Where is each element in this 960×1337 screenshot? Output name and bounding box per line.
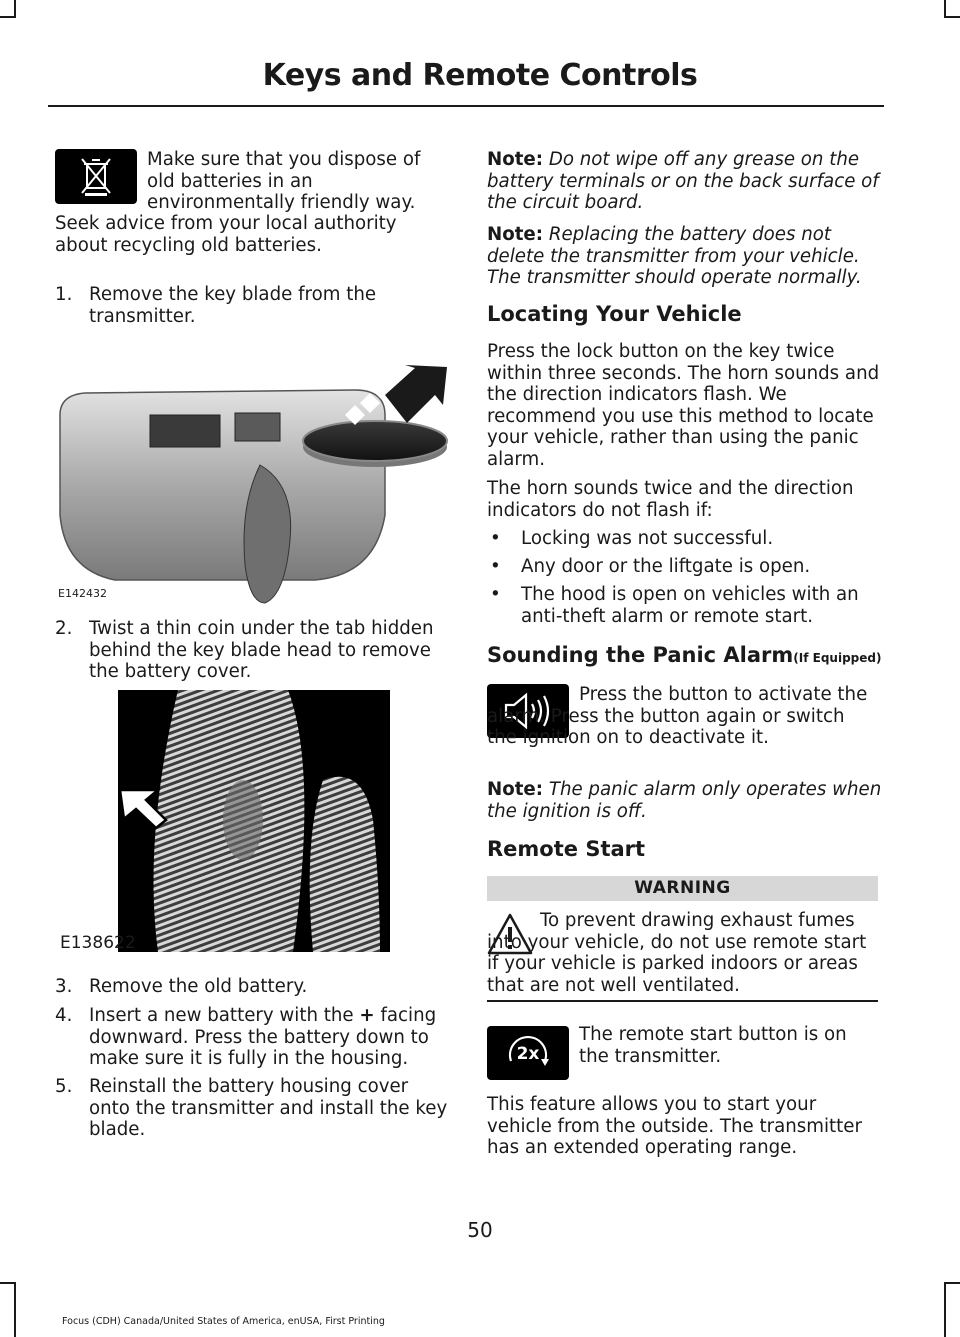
locating-text: Press the lock button on the key twice within three seconds. The horn sounds and the direction indicators flash. We recommend you use this method to locate your vehicle, rather than using the panic alarm. [487,341,880,470]
bullet-marker: • [490,528,501,549]
step-5-text: Reinstall the battery housing cover onto the transmitter and install the key blade. [89,1076,448,1140]
note-grease: Note: Do not wipe off any grease on the battery terminals or on the back surface of the circuit board. [487,149,879,213]
crop-mark [944,1282,946,1337]
remote-start-heading: Remote Start [487,837,646,861]
page-title: Keys and Remote Controls [262,58,698,93]
step-number: 3. [55,976,73,997]
warning-rule [487,1000,878,1002]
edition-footer: Focus (CDH) Canada/United States of America, enUSA, First Printing [62,1316,385,1327]
crop-mark [0,1282,16,1284]
arrow-icon [118,785,168,834]
image-caption: E142432 [58,587,107,600]
step-4-text: Insert a new battery with the + facing downward. Press the battery down to make sure it is fully in the housing. [89,1005,437,1069]
step-1-text: Remove the key blade from the transmitter. [89,284,377,327]
step-number: 5. [55,1076,73,1097]
image-caption: E138622 [60,933,136,953]
bullet-item: Locking was not successful. [521,528,774,549]
warning-text: To prevent drawing exhaust fumes into your vehicle, do not use remote start if your vehicle is parked indoors or areas that are not well ventilated. [487,910,867,996]
bullet-item: The hood is open on vehicles with an anti-theft alarm or remote start. [521,584,859,627]
step-3-text: Remove the old battery. [89,976,308,997]
remote-button-text: The remote start button is on the transmitter. [579,1024,847,1067]
crop-mark [14,1282,16,1337]
bullet-marker: • [490,584,501,605]
bullet-item: Any door or the liftgate is open. [521,556,811,577]
title-rule [48,105,884,107]
bullet-marker: • [490,556,501,577]
key-fob-illustration [55,365,450,605]
warning-banner: WARNING [487,876,878,901]
remote-start-2x-icon [487,1026,569,1080]
locating-condition-text: The horn sounds twice and the direction indicators do not flash if: [487,478,854,521]
remote-icon-label: 2x [516,1044,540,1064]
note-panic: Note: The panic alarm only operates when the ignition is off. [487,779,882,822]
crop-mark [0,16,16,18]
step-number: 4. [55,1005,73,1026]
recycle-advice-text: Seek advice from your local authority about recycling old batteries. [55,213,397,256]
step-number: 1. [55,284,73,305]
page-number: 50 [467,1218,493,1242]
crop-mark [944,1282,960,1284]
feature-text: This feature allows you to start your vehicle from the outside. The transmitter has an extended operating range. [487,1094,862,1158]
panic-heading: Sounding the Panic Alarm(If Equipped) [487,643,882,667]
locating-heading: Locating Your Vehicle [487,302,742,326]
step-2-text: Twist a thin coin under the tab hidden behind the key blade head to remove the battery cover. [89,618,434,682]
panic-text: Press the button to activate the alarm. Press the button again or switch the ignition on to deactivate it. [487,684,868,748]
note-battery: Note: Replacing the battery does not delete the transmitter from your vehicle. The transmitter should operate normally. [487,224,862,288]
recycle-bin-icon [55,149,137,204]
step-number: 2. [55,618,73,639]
recycle-text: Make sure that you dispose of old batteries in an environmentally friendly way. [147,149,421,213]
crop-mark [944,16,960,18]
